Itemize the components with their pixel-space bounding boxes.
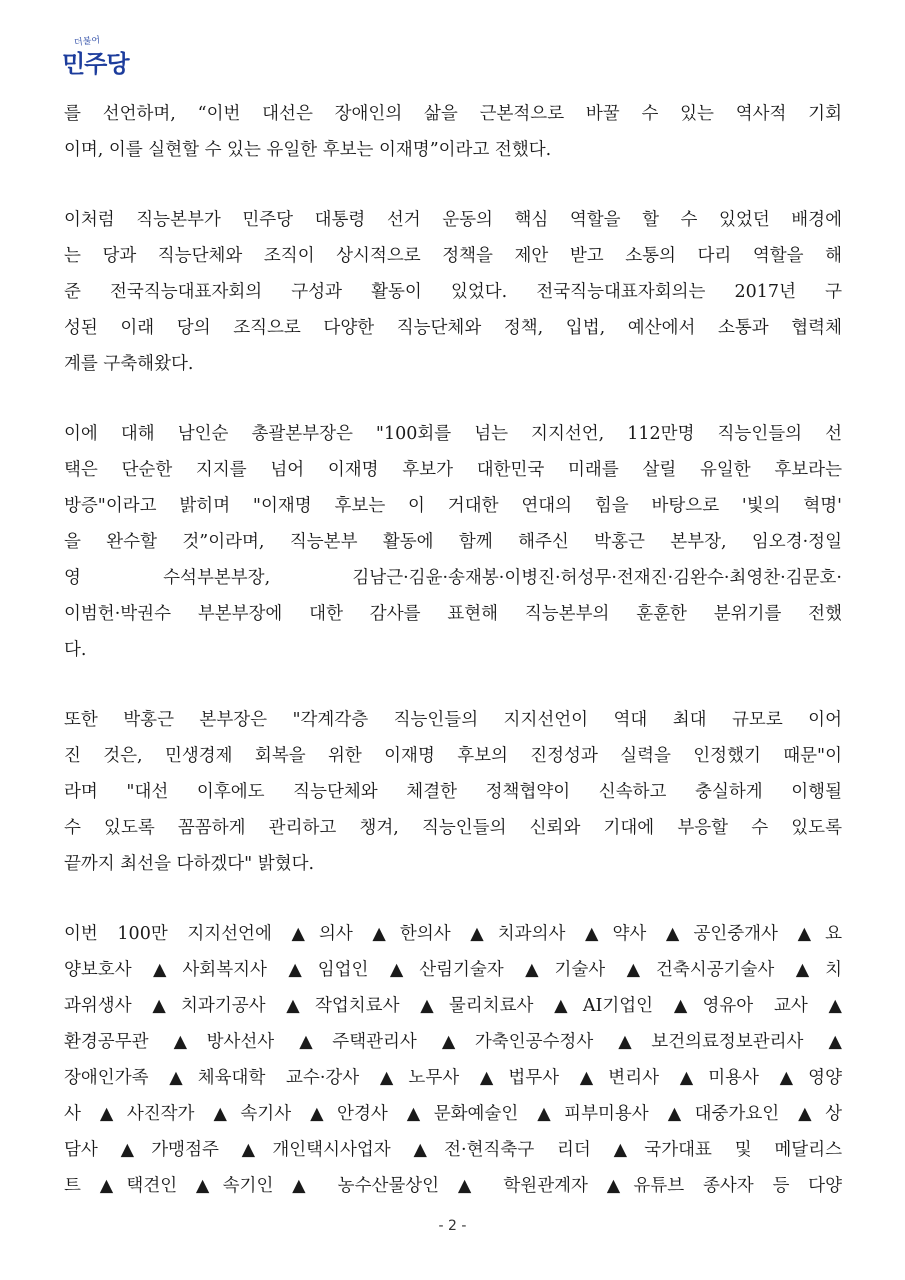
text-line: 이처럼 직능본부가 민주당 대통령 선거 운동의 핵심 역할을 할 수 있었던 배경에 bbox=[64, 210, 842, 230]
text-line: 을 완수할 것”이라며, 직능본부 활동에 함께 해주신 박홍근 본부장, 임오경·정일 bbox=[64, 532, 842, 552]
text-line: 사 ▲사진작가 ▲속기사 ▲안경사 ▲문화예술인 ▲피부미용사 ▲대중가요인 ▲상 bbox=[64, 1104, 842, 1124]
text-line: 이번 100만 지지선언에 ▲의사 ▲한의사 ▲치과의사 ▲약사 ▲공인중개사 ▲요 bbox=[64, 924, 842, 944]
text-line: 성된 이래 당의 조직으로 다양한 직능단체와 정책, 입법, 예산에서 소통과 협력체 bbox=[64, 318, 842, 338]
text-line: 를 선언하며, “이번 대선은 장애인의 삶을 근본적으로 바꿀 수 있는 역사적 기회 bbox=[64, 104, 842, 124]
text-line: 진 것은, 민생경제 회복을 위한 이재명 후보의 진정성과 실력을 인정했기 때문"이 bbox=[64, 746, 842, 766]
text-line: 이에 대해 남인순 총괄본부장은 "100회를 넘는 지지선언, 112만명 직능인들의 선 bbox=[64, 424, 842, 444]
text-line: 계를 구축해왔다. bbox=[64, 354, 194, 374]
text-line: 장애인가족 ▲체육대학 교수·강사 ▲노무사 ▲법무사 ▲변리사 ▲미용사 ▲영양 bbox=[64, 1068, 842, 1088]
text-line: 이범헌·박권수 부본부장에 대한 감사를 표현해 직능본부의 훈훈한 분위기를 전했 bbox=[64, 604, 842, 624]
paragraph-3 bbox=[64, 416, 842, 668]
paragraph-4 bbox=[64, 702, 842, 882]
party-logo bbox=[62, 34, 132, 78]
text-line: 트 ▲택견인 ▲속기인 ▲ 농수산물상인 ▲ 학원관계자 ▲유튜브 종사자 등 다양 bbox=[64, 1176, 842, 1196]
logo-subtitle: 더불어 bbox=[73, 35, 101, 49]
text-line: 수 있도록 꼼꼼하게 관리하고 챙겨, 직능인들의 신뢰와 기대에 부응할 수 있도록 bbox=[64, 818, 842, 838]
text-line: 다. bbox=[64, 640, 87, 660]
text-line: 양보호사 ▲사회복지사 ▲임업인 ▲산림기술자 ▲기술사 ▲건축시공기술사 ▲치 bbox=[64, 960, 842, 980]
paragraph-2 bbox=[64, 202, 842, 382]
text-line: 방증"이라고 밝히며 "이재명 후보는 이 거대한 연대의 힘을 바탕으로 '빛의 혁명' bbox=[64, 496, 842, 516]
text-line: 준 전국직능대표자회의 구성과 활동이 있었다. 전국직능대표자회의는 2017년 구 bbox=[64, 282, 842, 302]
page-number: - 2 - bbox=[438, 1218, 467, 1234]
text-line: 과위생사 ▲치과기공사 ▲작업치료사 ▲물리치료사 ▲AI기업인 ▲영유아 교사 ▲ bbox=[64, 996, 842, 1016]
paragraph-1 bbox=[64, 96, 842, 168]
text-line: 환경공무관 ▲방사선사 ▲주택관리사 ▲가축인공수정사 ▲보건의료정보관리사 ▲ bbox=[64, 1032, 842, 1052]
document-body bbox=[64, 96, 842, 1238]
text-line: 이며, 이를 실현할 수 있는 유일한 후보는 이재명”이라고 전했다. bbox=[64, 140, 552, 160]
text-line: 는 당과 직능단체와 조직이 상시적으로 정책을 제안 받고 소통의 다리 역할을 해 bbox=[64, 246, 842, 266]
text-line: 라며 "대선 이후에도 직능단체와 체결한 정책협약이 신속하고 충실하게 이행될 bbox=[64, 782, 842, 802]
text-line: 담사 ▲가맹점주 ▲개인택시사업자 ▲전·현직축구 리더 ▲국가대표 및 메달리스 bbox=[64, 1140, 842, 1160]
text-line: 택은 단순한 지지를 넘어 이재명 후보가 대한민국 미래를 살릴 유일한 후보라는 bbox=[64, 460, 842, 480]
text-line: 또한 박홍근 본부장은 "각계각층 직능인들의 지지선언이 역대 최대 규모로 이어 bbox=[64, 710, 842, 730]
text-line: 영 수석부본부장, 김남근·김윤·송재봉·이병진·허성무·전재진·김완수·최영찬·김문호· bbox=[64, 568, 842, 588]
paragraph-5 bbox=[64, 916, 842, 1204]
logo-title: 민주당 bbox=[62, 50, 129, 78]
text-line: 끝까지 최선을 다하겠다" 밝혔다. bbox=[64, 854, 315, 874]
